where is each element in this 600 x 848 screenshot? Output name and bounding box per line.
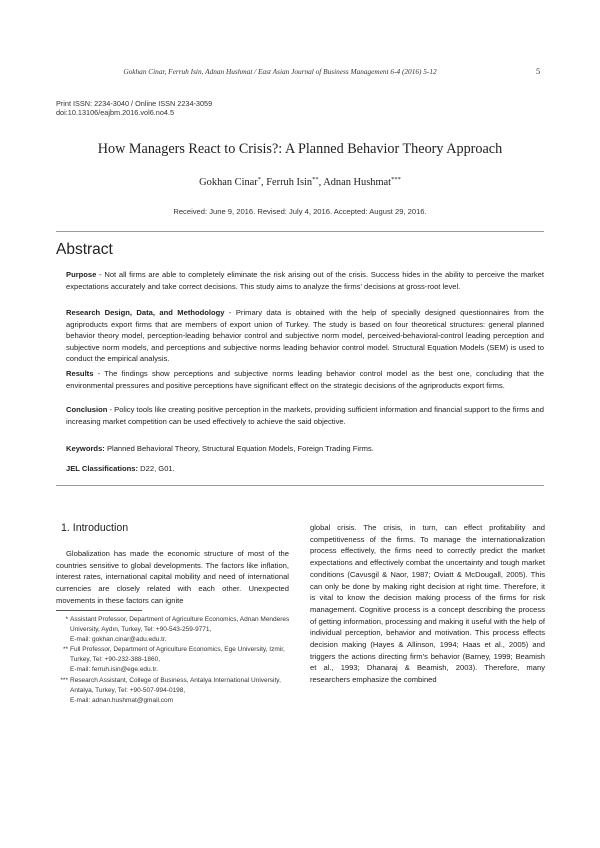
design-text: - Primary data is obtained with the help of specially designed questionnaires from the agriproducts export firms that are members of export union of Turkey. The study is based on four theoretical structures: general planned behavior theory model, perception-leading behavior control and subjective norm model, perceived-behavioral-control leading perception and subjective norm models, and perceptions and subjective norms leading behavior control model. Structural Equation Models (SEM) is used to conduct the empirical analysis. — [66, 308, 544, 363]
footnote-mark: ** — [62, 646, 68, 654]
author-name: Adnan Hushmat — [323, 177, 392, 188]
footnotes — [56, 615, 294, 706]
abstract-conclusion — [66, 404, 544, 427]
design-label: Research Design, Data, and Methodology — [66, 308, 225, 317]
intro-right-paragraph: global crisis. The crisis, in turn, can effect profitability and competitiveness of the firms. To manage the internationalization process effectively, the firms need to correctly predict the market expectations and effectively combat the uncertainty and tough market conditions (Cavusgil & Naor, 1987; Oviatt & McDougall, 2005). This can only be done by making right decision at right time. Therefore, it is vital to know the decision making process of the firms for risk management. Cognitive process is a concept describing the process of getting information, processing and making it useful with the help of individual perception, behavior and motivation. This process effects decision making (Hayes & Allinson, 1994; Haas et al., 2005) and triggers the actions directing firm's behavior (Barney, 1999; Beamish et al., 1993; Dhanaraj & Beamish, 2003). Therefore, many researchers emphasize the combined — [310, 523, 545, 685]
intro-left-paragraph: Globalization has made the economic structure of most of the countries sensitive to global developments. The factors like inflation, interest rates, international capital mobility and need of international currencies are closely related with each other. Unexpected movements in these factors can ignite — [56, 549, 289, 605]
footnote-mark: *** — [60, 676, 68, 684]
keywords-label: Keywords: — [66, 444, 105, 453]
purpose-label: Purpose — [66, 270, 97, 279]
footnote-3 — [56, 676, 294, 706]
section-heading-introduction: 1. Introduction — [61, 522, 129, 534]
results-text: - The findings show perceptions and subjective norms leading behavior control model as the best one, concluding that the environmental pressures and positive perceptions have significant effect on the strategic decisions of the agriproducts export firms. — [66, 369, 544, 390]
footnote-line: Assistant Professor, Department of Agriculture Economics, Adnan Menderes University, Aydın, Turkey, Tel: +90-543-259-9771, — [70, 616, 290, 634]
footnote-2 — [56, 645, 294, 675]
author-mark: *** — [391, 176, 401, 183]
doi-line: doi:10.13106/eajbm.2016.vol6.no4.5 — [56, 108, 175, 117]
footnote-mark: * — [65, 616, 68, 623]
divider-top — [56, 231, 544, 232]
footnote-line: Full Professor, Department of Agriculture Economics, Ege University, Izmir, Turkey, Tel: +90-232-388-1860, — [70, 646, 285, 664]
author-mark: ** — [312, 176, 319, 183]
abstract-design — [66, 307, 544, 365]
running-head: Gokhan Cinar, Ferruh Isin, Adnan Hushmat / East Asian Journal of Business Management 6-4 (2016) 5-12 — [123, 67, 437, 76]
jel-text: D22, G01. — [138, 464, 175, 473]
author-list — [0, 176, 600, 188]
footnote-email: E-mail: ferruh.isin@ege.edu.tr. — [70, 666, 158, 674]
divider-bottom — [56, 485, 544, 486]
issn-block — [56, 99, 212, 117]
conclusion-label: Conclusion — [66, 405, 108, 414]
footnote-line: Research Assistant, College of Business, Antalya International University, Antalya, Turkey, Tel: +90-507-994-0198, — [70, 676, 281, 694]
conclusion-text: - Policy tools like creating positive perception in the markets, providing sufficient information and financial support to the firms and increasing market competition can be used effectively to achieve the said objective. — [66, 405, 544, 426]
abstract-results — [66, 368, 544, 391]
purpose-text: - Not all firms are able to completely eliminate the risk arising out of the crisis. Success hides in the ability to perceive the market expectations accurately and take correct decisions. This study aims to analyze the firms' decisions at gross-root level. — [66, 270, 544, 291]
submission-dates: Received: June 9, 2016. Revised: July 4, 2016. Accepted: August 29, 2016. — [173, 207, 427, 216]
abstract-purpose — [66, 269, 544, 292]
jel-classifications — [66, 463, 544, 475]
footnote-email: E-mail: adnan.hushmat@gmail.com — [70, 696, 174, 704]
keywords — [66, 443, 544, 455]
abstract-heading: Abstract — [56, 241, 113, 258]
author-separator: , — [318, 177, 324, 188]
footnote-1 — [56, 615, 294, 645]
results-label: Results — [66, 369, 94, 378]
page-number: 5 — [536, 66, 541, 76]
author-name: Ferruh Isin — [266, 177, 313, 188]
author-mark: * — [257, 176, 262, 183]
author-separator: , — [261, 177, 267, 188]
jel-label: JEL Classifications: — [66, 464, 139, 473]
issn-line: Print ISSN: 2234-3040 / Online ISSN 2234-3059 — [56, 99, 213, 108]
paper-title: How Managers React to Crisis?: A Planned Behavior Theory Approach — [97, 141, 503, 157]
footnote-email: E-mail: gokhan.cinar@adu.edu.tr. — [70, 636, 167, 644]
keywords-text: Planned Behavioral Theory, Structural Equation Models, Foreign Trading Firms. — [104, 444, 374, 453]
author-name: Gokhan Cinar — [199, 177, 258, 188]
footnote-rule — [56, 610, 142, 611]
